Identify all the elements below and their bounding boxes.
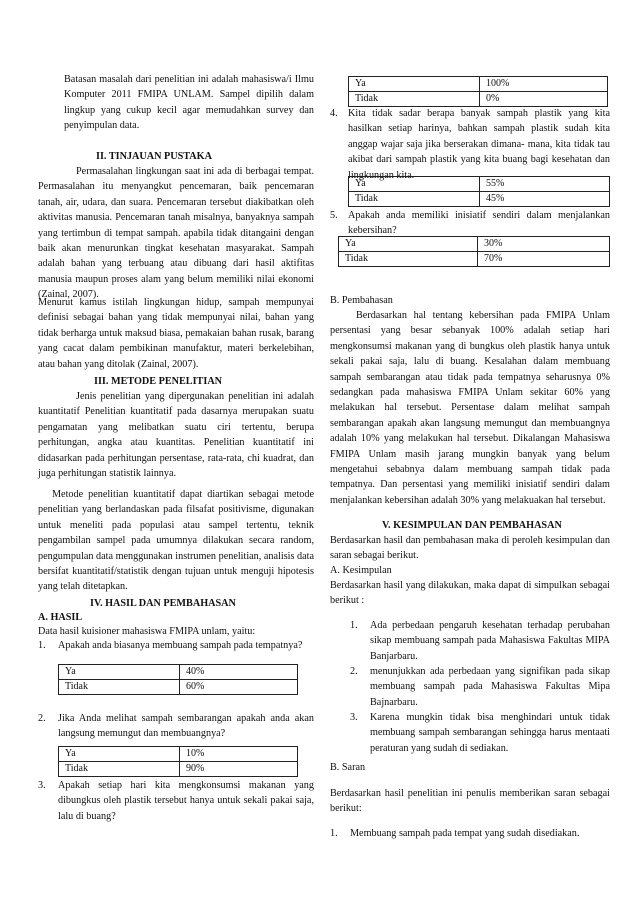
table-q1 [58, 664, 298, 695]
table-row: Ya 10% [59, 747, 298, 762]
table-row: Tidak 60% [59, 680, 298, 695]
table-q3 [348, 76, 608, 107]
k2-number: 2. [350, 666, 358, 677]
subsection-b-saran: B. Saran [330, 762, 366, 773]
pembahasan-paragraph: Berdasarkan hal tentang kebersihan pada FMIPA Unlam persentasi yang besar sebanyak 100% adalah setiap hari mengkonsumsi makanan yang di bungkus oleh plastik hanya untuk sekali pakai saja, lalu di buang. Kesalahan dalam membuang sampah sembarangan atau tidak pada tempatnya seharusnya 0% sedangkan pada mahasiswa FMIPA Unlam sekitar 60% yang melakukan hal tersebut. Persentase dalam melihat sampah sembarangan apakah akan langsung memungut dan membuangnya adalah 10% yang melakukan hal tersebut. Dikalangan Mahasiswa FMIPA Unlam masih jarang mungkin banyak yang belum mengetahui sebabnya dalam membuang sampah tidak pada tempatnya. Dan persentasi yang memiliki inisiatif sendiri dalam menjalankan kebersihan adalah 30% yang melakuakan hal tersebut. [330, 310, 610, 506]
s1-number: 1. [330, 828, 338, 839]
table-row: Ya 30% [339, 237, 610, 252]
section-5-title: V. KESIMPULAN DAN PEMBAHASAN [382, 520, 562, 531]
subsection-a-hasil: A. HASIL [38, 612, 83, 623]
question-4: Kita tidak sadar berapa banyak sampah plastik yang kita hasilkan setiap harinya, bahkan sampah plastik sudah kita anggap wajar saja jika berserakan dimana- mana, kita tidak tau akibat dari sampah plastik yang kita buang bagi kesehatan dan lingkungan kita. [348, 108, 610, 181]
question-5: Apakah anda memiliki inisiatif sendiri dalam menjalankan kebersihan? [348, 210, 610, 237]
table-row: Tidak 70% [339, 252, 610, 267]
table-row: Tidak 0% [349, 92, 608, 107]
question-1: Apakah anda biasanya membuang sampah pada tempatnya? [58, 640, 303, 651]
section-2-paragraph-2: Menurut kamus istilah lingkungan hidup, sampah mempunyai definisi sebagai bahan yang tidak mempunyai nilai, bahan yang tidak berharga untuk maksud biasa, pemakaian bahan rusak, barang yang cacat dalam pembikinan manufaktur, materi berkelebihan, atau bahan yang ditolak (Zainal, 2007). [38, 297, 314, 370]
q1-number: 1. [38, 640, 46, 651]
question-3: Apakah setiap hari kita mengkonsumsi makanan yang dibungkus oleh plastik tersebut hanya untuk sekali pakai saja, lalu di buang? [58, 780, 314, 822]
kesimpulan-intro: Berdasarkan hasil dan pembahasan maka di peroleh kesimpulan dan saran sebagai berikut. [330, 535, 610, 562]
kesimpulan-3: Karena mungkin tidak bisa menghindari untuk tidak membuang sampah sembarangan sehingga harus mentaati peraturan yang sudah di sediakan. [370, 712, 610, 754]
subsection-b-pembahasan: B. Pembahasan [330, 295, 393, 306]
kesimpulan-2: menunjukkan ada perbedaan yang signifikan pada sikap membuang sampah pada Mahasiswa Fakultas Mipa Bajnarbaru. [370, 666, 610, 708]
table-row: Tidak 45% [349, 192, 610, 207]
table-row: Ya 100% [349, 77, 608, 92]
table-row: Tidak 90% [59, 762, 298, 777]
q4-number: 4. [330, 108, 338, 119]
saran-1: Membuang sampah pada tempat yang sudah disediakan. [350, 828, 580, 839]
kesimpulan-1: Ada perbedaan pengaruh kesehatan terhadap perubahan sikap membuang sampah pada Mahasiswa Fakultas MIPA Banjarbaru. [370, 620, 610, 662]
table-q2 [58, 746, 298, 777]
subsection-a-kesimpulan: A. Kesimpulan [330, 565, 392, 576]
intro-paragraph: Batasan masalah dari penelitian ini adalah mahasiswa/i Ilmu Komputer 2011 FMIPA UNLAM. Sampel dipilih dalam lingkup yang cukup kecil agar memudahkan survey dan penyimpulan data. [64, 74, 314, 132]
kesimpulan-intro-2: Berdasarkan hasil yang dilakukan, maka dapat di simpulkan sebagai berikut : [330, 580, 610, 607]
section-2-paragraph-1: Permasalahan lingkungan saat ini ada di berbagai tempat. Permasalahan itu menyangkut pencemaran, baik pencemaran tanah, air, udara, dan suara. Pencemaran tersebut diakibatkan oleh aktivitas manusia. Pencemaran tanah misalnya, banyaknya sampah yang tertimbun di tempat sampah. apabila tidak ditangaini dengan baik akan menurunkan tingkat kesehatan masyarakat. Sampah adalah bahan yang terbuang atau dibuang dari hasil aktifitas manusia maupun proses alam yang belum memiliki nilai ekonomi (Zainal, 2007). [38, 166, 314, 301]
section-4-title: IV. HASIL DAN PEMBAHASAN [90, 598, 236, 609]
section-2-title: II. TINJAUAN PUSTAKA [96, 151, 212, 162]
table-row: Ya 55% [349, 177, 610, 192]
q2-number: 2. [38, 713, 46, 724]
table-q5 [338, 236, 610, 267]
k1-number: 1. [350, 620, 358, 631]
question-2: Jika Anda melihat sampah sembarangan apakah anda akan langsung memungut dan membuangnya? [58, 713, 314, 740]
section-3-paragraph-2: Metode penelitian kuantitatif dapat diartikan sebagai metode penelitian yang berlandaskan pada filsafat positivisme, digunakan untuk meneliti pada populasi atau sampel tertentu, teknik pengambilan sampel pada umumnya dilakukan secara random, pengumpulan data menggunakan instrumen penelitian, analisis data bersifat kuantitatif/statistik dengan tujuan untuk menguji hipotesis yang telah ditetapkan. [38, 489, 314, 593]
q5-number: 5. [330, 210, 338, 221]
k3-number: 3. [350, 712, 358, 723]
data-intro: Data hasil kuisioner mahasiswa FMIPA unlam, yaitu: [38, 626, 256, 637]
q3-number: 3. [38, 780, 46, 791]
section-3-paragraph-1: Jenis penelitian yang dipergunakan penelitian ini adalah kuantitatif Penelitian kuantitatif pada dasarnya merupakan suatu pengamatan yang melibatkan suatu ciri tertentu, berupa perhitungan, angka atau kuantitas. Penelitian kuantitatif ini didasarkan pada perhitungan persentase, rata-rata, chi kuadrat, dan juga perhitungan statistik lainnya. [38, 391, 314, 480]
saran-intro: Berdasarkan hasil penelitian ini penulis memberikan saran sebagai berikut: [330, 788, 610, 815]
table-q4 [348, 176, 610, 207]
table-row: Ya 40% [59, 665, 298, 680]
section-3-title: III. METODE PENELITIAN [94, 376, 223, 387]
